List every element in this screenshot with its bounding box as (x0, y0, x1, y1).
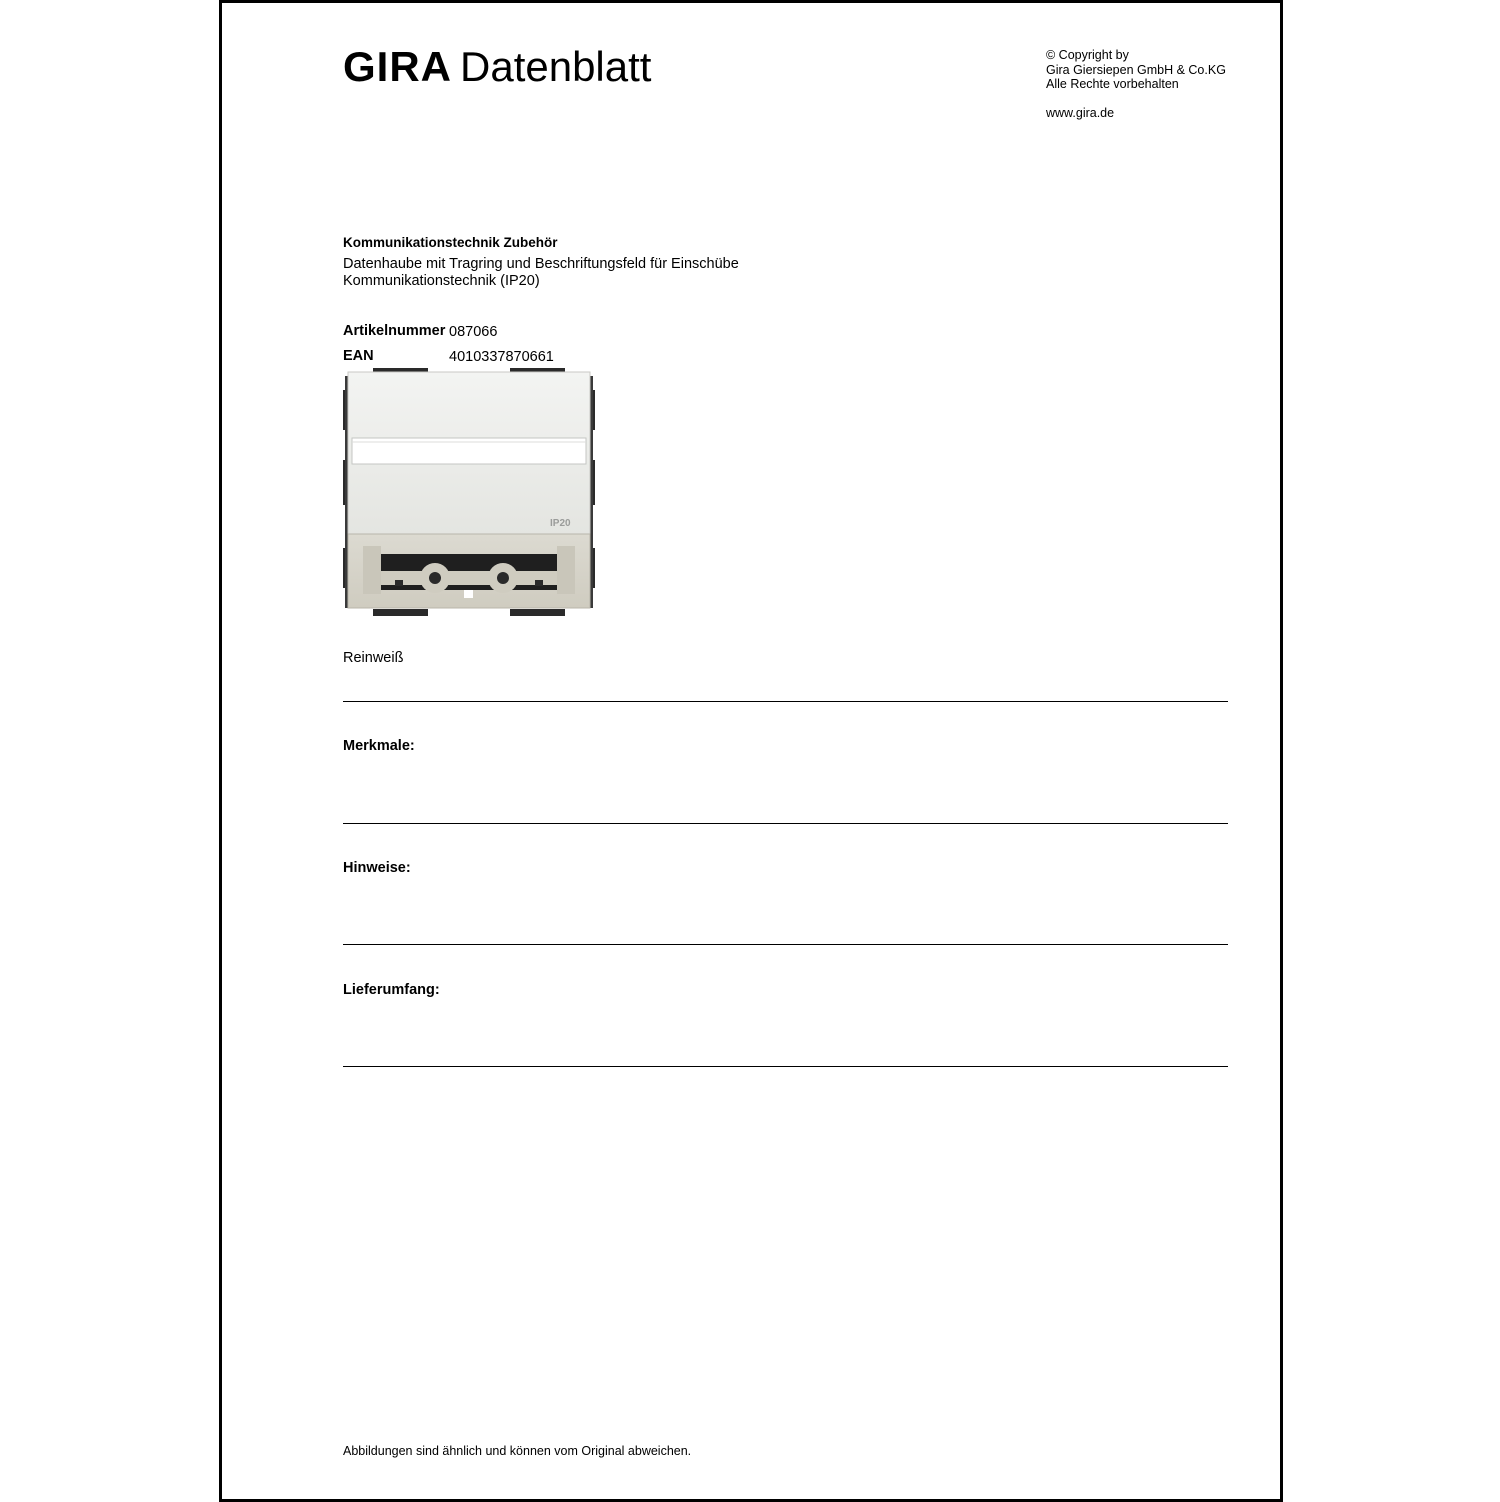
description-line: Datenhaube mit Tragring und Beschriftungsfeld für Einschübe (343, 256, 739, 272)
header-logo (343, 44, 651, 90)
footer-disclaimer: Abbildungen sind ähnlich und können vom Original abweichen. (343, 1444, 692, 1458)
ip-rating-text: IP20 (550, 518, 571, 529)
description-line: Kommunikationstechnik (IP20) (343, 272, 540, 289)
product-color: Reinweiß (343, 650, 404, 666)
product-description (343, 256, 763, 289)
divider (343, 944, 1228, 945)
product-image (343, 368, 595, 616)
ean-value: 4010337870661 (449, 349, 554, 365)
divider (343, 1066, 1228, 1067)
ean-label: EAN (343, 348, 374, 364)
website-link[interactable]: www.gira.de (1046, 106, 1115, 120)
article-number-value: 087066 (449, 324, 498, 340)
copyright-line: Gira Giersiepen GmbH & Co.KG (1046, 62, 1226, 77)
copyright-line: Alle Rechte vorbehalten (1046, 77, 1179, 91)
product-category: Kommunikationstechnik Zubehör (343, 235, 558, 250)
copyright-line: © Copyright by (1046, 48, 1129, 62)
divider (343, 701, 1228, 702)
section-notes-title: Hinweise: (343, 860, 411, 876)
copyright-block (1046, 48, 1226, 92)
article-number-label: Artikelnummer (343, 323, 446, 339)
section-delivery-title: Lieferumfang: (343, 982, 440, 998)
brand-name: GIRA (343, 43, 452, 90)
document-title: Datenblatt (460, 43, 652, 90)
section-features-title: Merkmale: (343, 738, 415, 754)
divider (343, 823, 1228, 824)
